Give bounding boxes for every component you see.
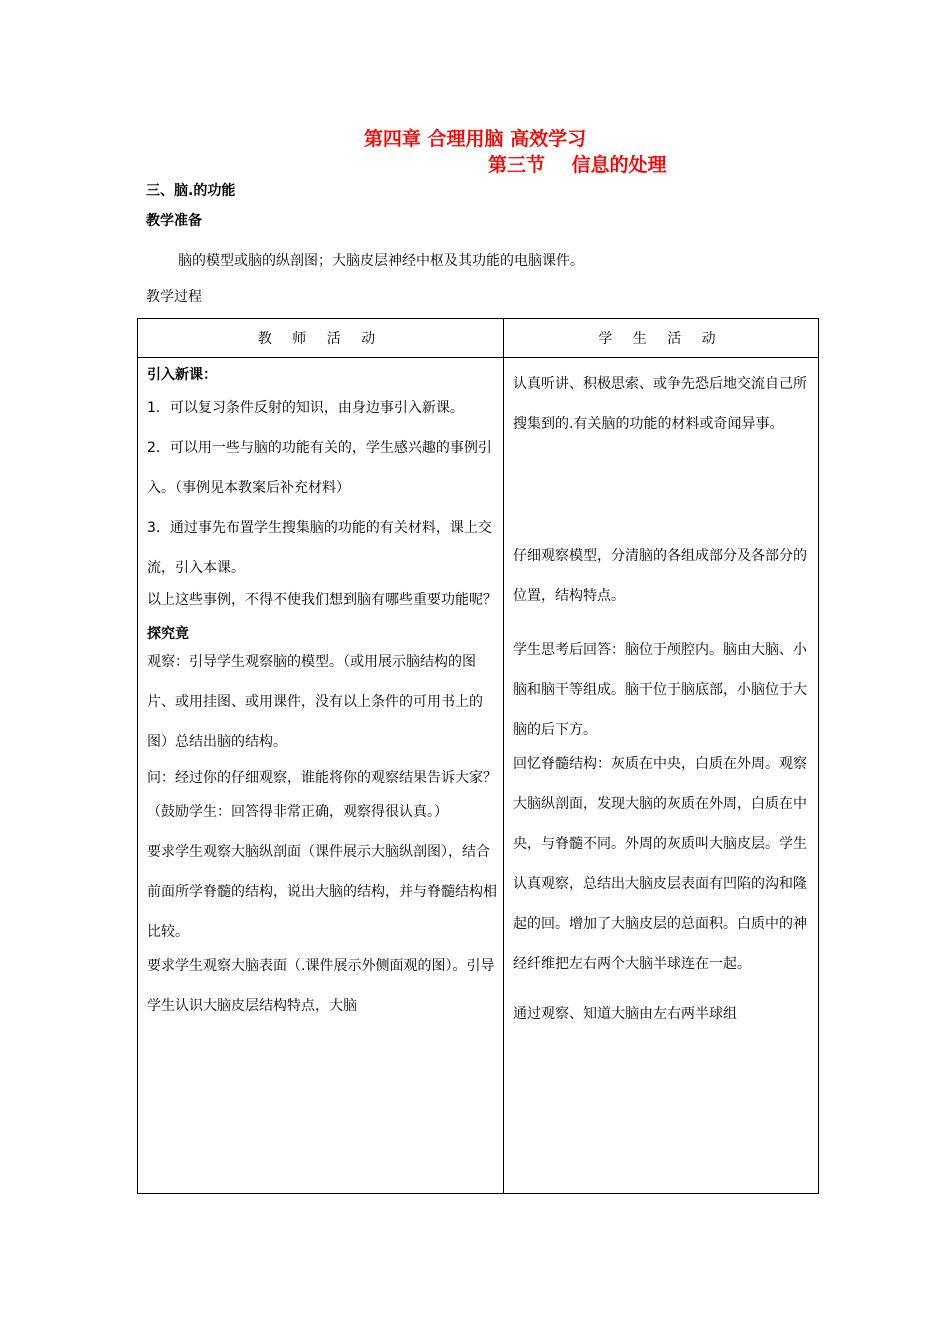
section-title: 第三节 信息的处理 <box>488 154 667 176</box>
teacher-p4: 以上这些事例，不得不使我们想到脑有哪些重要功能呢？ <box>147 592 497 608</box>
student-s1: 认真听讲、积极思索、或争先恐后地交流自己所搜集到的.有关脑的功能的材料或奇闻异事。 <box>513 376 807 432</box>
teacher-p5: 观察：引导学生观察脑的模型。（或用展示脑结构的图片、或用挂图、或用课件，没有以上条件的可用书上的图）总结出脑的结构。 <box>147 654 483 750</box>
section-heading: 三、脑.的功能 <box>146 183 236 199</box>
teacher-activity-cell <box>138 358 504 1194</box>
intro-heading: 引入新课： <box>147 367 217 383</box>
teacher-p7: （鼓励学生：回答得非常正确，观察得很认真。） <box>147 804 448 820</box>
teacher-activity-header: 教 师 活 动 <box>138 319 504 358</box>
teacher-p9: 要求学生观察大脑表面（.课件展示外侧面观的图）。引导学生认识大脑皮层结构特点，大脑 <box>147 958 495 1014</box>
explore-heading: 探究竟 <box>147 626 189 642</box>
teacher-p2: 2．可以用一些与脑的功能有关的，学生感兴趣的事例引入。（事例见本教案后补充材料） <box>147 440 492 496</box>
materials-text: 脑的模型或脑的纵剖图；大脑皮层神经中枢及其功能的电脑课件。 <box>178 253 584 269</box>
teacher-p8: 要求学生观察大脑纵剖面（课件展示大脑纵剖图），结合前面所学脊髓的结构，说出大脑的结构，并与脊髓结构相比较。 <box>147 844 497 940</box>
prep-heading: 教学准备 <box>146 213 202 229</box>
student-s3: 学生思考后回答：脑位于颅腔内。脑由大脑、小脑和脑干等组成。脑干位于脑底部，小脑位于大脑的后下方。 <box>513 642 807 738</box>
student-s2: 仔细观察模型，分清脑的各组成部分及各部分的位置，结构特点。 <box>513 548 807 604</box>
process-label: 教学过程 <box>146 289 202 305</box>
student-s4: 回忆脊髓结构：灰质在中央，白质在外周。观察大脑纵剖面，发现大脑的灰质在外周，白质在中央，与脊髓不同。外周的灰质叫大脑皮层。学生认真观察，总结出大脑皮层表面有凹陷的沟和隆起的回。增加了大脑皮层的总面积。白质中的神经纤维把左右两个大脑半球连在一起。 <box>513 756 807 972</box>
student-activity-cell <box>504 358 819 1194</box>
teacher-p1: 1．可以复习条件反射的知识，由身边事引入新课。 <box>147 400 464 416</box>
student-s5: 通过观察、知道大脑由左右两半球组 <box>513 1006 737 1022</box>
chapter-title: 第四章 合理用脑 高效学习 <box>363 128 587 150</box>
teacher-p6: 问：经过你的仔细观察，谁能将你的观察结果告诉大家？ <box>147 770 497 786</box>
teacher-p3: 3．通过事先布置学生搜集脑的功能的有关材料，课上交流，引入本课。 <box>147 520 492 576</box>
lesson-table <box>137 318 819 1194</box>
student-activity-header: 学 生 活 动 <box>504 319 819 358</box>
